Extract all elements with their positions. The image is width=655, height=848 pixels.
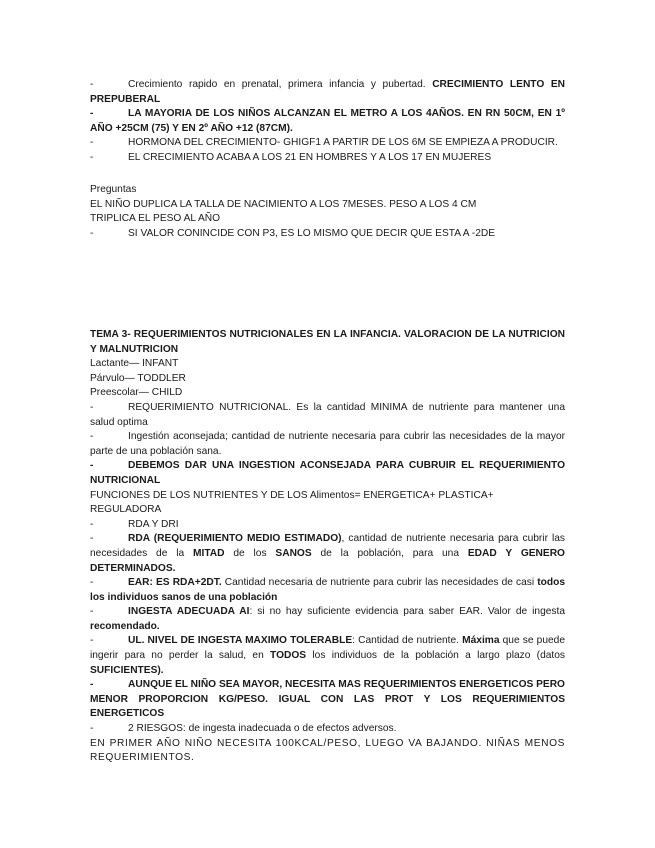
list-item: - INGESTA ADECUADA AI: si no hay suficiente evidencia para saber EAR. Valor de ingesta recomendado.	[90, 606, 565, 632]
list-item: - HORMONA DEL CRECIMIENTO- GHIGF1 A PARTIR DE LOS 6M SE EMPIEZA A PRODUCIR.	[90, 137, 558, 149]
preguntas-line: EL NIÑO DUPLICA LA TALLA DE NACIMIENTO A LOS 7MESES. PESO A LOS 4 CM	[90, 198, 477, 210]
funciones-line: FUNCIONES DE LOS NUTRIENTES Y DE LOS Alimentos= ENERGETICA+ PLASTICA+ REGULADORA	[90, 489, 494, 516]
list-item: - LA MAYORIA DE LOS NIÑOS ALCANZAN EL METRO A LOS 4AÑOS. EN RN 50CM, EN 1º AÑO +25CM (75) Y EN 2º AÑO +12 (87CM).	[90, 108, 565, 134]
list-item: - RDA (REQUERIMIENTO MEDIO ESTIMADO), cantidad de nutriente necesaria para cubrir las necesidades de la MITAD de los SANOS de la población, para una EDAD Y GENERO DETERMINADOS.	[90, 533, 565, 574]
list-item: - 2 RIESGOS: de ingesta inadecuada o de efectos adversos.	[90, 723, 397, 735]
list-item: - SI VALOR CONINCIDE CON P3, ES LO MISMO QUE DECIR QUE ESTA A -2DE	[90, 227, 496, 239]
list-item: - Crecimiento rapido en prenatal, primera infancia y pubertad. CRECIMIENTO LENTO EN PREPUBERAL	[90, 79, 566, 105]
list-item: - EL CRECIMIENTO ACABA A LOS 21 EN HOMBRES Y A LOS 17 EN MUJERES	[90, 151, 492, 163]
list-item: - EAR: ES RDA+2DT. Cantidad necesaria de nutriente para cubrir las necesidades de casi todos los individuos sanos de una población	[90, 577, 565, 603]
preguntas-line: TRIPLICA EL PESO AL AÑO	[90, 213, 221, 225]
list-item: - AUNQUE EL NIÑO SEA MAYOR, NECESITA MAS REQUERIMIENTOS ENERGETICOS PERO MENOR PROPORCION KG/PESO. IGUAL CON LAS PROT Y LOS REQUERIMIENTOS ENERGETICOS	[90, 679, 565, 720]
term-line: Preescolar— CHILD	[90, 387, 183, 399]
list-item: - RDA Y DRI	[90, 518, 179, 530]
list-item: - DEBEMOS DAR UNA INGESTION ACONSEJADA PARA CUBRUIR EL REQUERIMIENTO NUTRICIONAL	[90, 460, 565, 486]
growth-section	[90, 78, 565, 166]
list-item: - UL. NIVEL DE INGESTA MAXIMO TOLERABLE: Cantidad de nutriente. Máxima que se puede ingerir para no perder la salud, en TODOS los individuos de la población a largo plazo (datos SUFICIENTES).	[90, 635, 565, 676]
preguntas-title: Preguntas	[90, 184, 137, 195]
term-line: Lactante— INFANT	[90, 358, 179, 370]
term-line: Párvulo— TODDLER	[90, 372, 186, 384]
preguntas-section	[90, 183, 565, 241]
tema3-section	[90, 328, 565, 766]
list-item: - Ingestión aconsejada; cantidad de nutriente necesaria para cubrir las necesidades de la mayor parte de una población sana.	[90, 431, 565, 457]
list-item: - REQUERIMIENTO NUTRICIONAL. Es la cantidad MINIMA de nutriente para mantener una salud optima	[90, 401, 565, 428]
section-heading: TEMA 3- REQUERIMIENTOS NUTRICIONALES EN LA INFANCIA. VALORACION DE LA NUTRICION Y MALNUTRICION	[90, 329, 565, 355]
final-paragraph: EN PRIMER AÑO NIÑO NECESITA 100KCAL/PESO, LUEGO VA BAJANDO. NIÑAS MENOS REQUERIMIENTOS.	[90, 737, 565, 764]
